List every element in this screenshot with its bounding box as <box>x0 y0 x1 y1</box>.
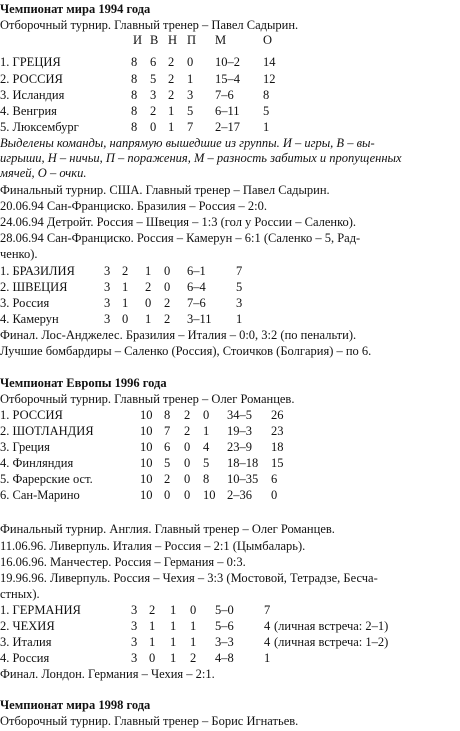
goals-cell: 4–8 <box>215 651 234 665</box>
table-header <box>0 33 460 48</box>
column-header: М <box>215 33 227 47</box>
games-cell: 8 <box>131 104 138 118</box>
losses-cell: 5 <box>187 104 194 118</box>
points-cell: 6 <box>271 472 278 486</box>
team-cell: 5. Люксембург <box>0 120 79 134</box>
losses-cell: 0 <box>190 603 197 617</box>
points-cell: 5 <box>263 104 270 118</box>
qualifier-intro: Отборочный турнир. Главный тренер – Павел Садырин. <box>0 18 299 32</box>
draws-cell: 2 <box>168 72 175 86</box>
section-title: Чемпионат мира 1998 года <box>0 698 151 712</box>
team-cell: 3. Италия <box>0 635 52 649</box>
goals-cell: 10–35 <box>227 472 259 486</box>
table-row <box>0 296 460 311</box>
note-cell: (личная встреча: 1–2) <box>274 635 389 649</box>
column-header: И <box>133 33 143 47</box>
points-cell: 4 <box>264 635 271 649</box>
goals-cell: 6–11 <box>215 104 240 118</box>
games-cell: 10 <box>140 440 153 454</box>
games-cell: 10 <box>140 456 153 470</box>
games-cell: 10 <box>140 472 153 486</box>
goals-cell: 18–18 <box>227 456 259 470</box>
losses-cell: 0 <box>187 55 194 69</box>
points-cell: 23 <box>271 424 284 438</box>
goals-cell: 6–4 <box>187 280 206 294</box>
team-cell: 3. Исландия <box>0 88 65 102</box>
column-header: Н <box>168 33 178 47</box>
losses-cell: 1 <box>190 635 197 649</box>
table-row <box>0 88 460 103</box>
games-cell: 3 <box>131 635 138 649</box>
team-cell: 1. ГРЕЦИЯ <box>0 55 61 69</box>
goals-cell: 7–6 <box>215 88 234 102</box>
games-cell: 8 <box>131 55 138 69</box>
games-cell: 8 <box>131 88 138 102</box>
points-cell: 7 <box>236 264 243 278</box>
games-cell: 8 <box>131 72 138 86</box>
team-cell: 2. ШОТЛАНДИЯ <box>0 424 94 438</box>
wins-cell: 6 <box>164 440 171 454</box>
match-line: стных). <box>0 587 40 601</box>
match-line: 24.06.94 Детройт. Россия – Швеция – 1:3 (гол у России – Саленко). <box>0 215 357 229</box>
section-title: Чемпионат мира 1994 года <box>0 2 151 16</box>
losses-cell: 1 <box>190 619 197 633</box>
points-cell: 1 <box>264 651 271 665</box>
wins-cell: 2 <box>150 104 157 118</box>
losses-cell: 4 <box>203 440 210 454</box>
losses-cell: 7 <box>187 120 194 134</box>
match-line: ченко). <box>0 247 38 261</box>
draws-cell: 1 <box>168 120 175 134</box>
wins-cell: 6 <box>150 55 157 69</box>
table-row <box>0 55 460 70</box>
points-cell: 18 <box>271 440 284 454</box>
goals-cell: 2–17 <box>215 120 240 134</box>
games-cell: 3 <box>131 619 138 633</box>
draws-cell: 0 <box>184 440 191 454</box>
losses-cell: 1 <box>187 72 194 86</box>
draws-cell: 0 <box>184 456 191 470</box>
team-cell: 4. Финляндия <box>0 456 74 470</box>
games-cell: 10 <box>140 424 153 438</box>
table-row <box>0 424 460 439</box>
points-cell: 1 <box>236 312 243 326</box>
losses-cell: 5 <box>203 456 210 470</box>
section-title: Чемпионат Европы 1996 года <box>0 376 167 390</box>
games-cell: 3 <box>131 603 138 617</box>
goals-cell: 2–36 <box>227 488 252 502</box>
team-cell: 2. РОССИЯ <box>0 72 63 86</box>
table-row <box>0 408 460 423</box>
losses-cell: 10 <box>203 488 216 502</box>
wins-cell: 1 <box>149 619 156 633</box>
draws-cell: 1 <box>145 264 152 278</box>
games-cell: 8 <box>131 120 138 134</box>
team-cell: 3. Греция <box>0 440 50 454</box>
losses-cell: 2 <box>190 651 197 665</box>
draws-cell: 2 <box>184 424 191 438</box>
goals-cell: 6–1 <box>187 264 206 278</box>
points-cell: 1 <box>263 120 270 134</box>
draws-cell: 2 <box>145 280 152 294</box>
team-cell: 1. РОССИЯ <box>0 408 63 422</box>
goals-cell: 5–6 <box>215 619 234 633</box>
points-cell: 4 <box>264 619 271 633</box>
losses-cell: 0 <box>203 408 210 422</box>
draws-cell: 1 <box>170 603 177 617</box>
wins-cell: 2 <box>164 472 171 486</box>
games-cell: 3 <box>104 280 111 294</box>
team-cell: 2. ШВЕЦИЯ <box>0 280 68 294</box>
column-header: В <box>150 33 159 47</box>
table-row <box>0 120 460 135</box>
wins-cell: 0 <box>149 651 156 665</box>
table-row <box>0 440 460 455</box>
wins-cell: 8 <box>164 408 171 422</box>
wins-cell: 0 <box>122 312 129 326</box>
goals-cell: 3–11 <box>187 312 212 326</box>
table-row <box>0 312 460 327</box>
top-scorers: Лучшие бомбардиры – Саленко (Россия), Стоичков (Болгария) – по 6. <box>0 344 372 358</box>
table-row <box>0 651 460 666</box>
goals-cell: 19–3 <box>227 424 252 438</box>
draws-cell: 0 <box>145 296 152 310</box>
match-line: 19.96.96. Ливерпуль. Россия – Чехия – 3:3 (Мостовой, Тетрадзе, Бесча- <box>0 571 378 585</box>
losses-cell: 0 <box>164 264 171 278</box>
games-cell: 3 <box>131 651 138 665</box>
points-cell: 8 <box>263 88 270 102</box>
team-cell: 2. ЧЕХИЯ <box>0 619 55 633</box>
points-cell: 3 <box>236 296 243 310</box>
points-cell: 15 <box>271 456 284 470</box>
table-row <box>0 603 460 618</box>
final-intro: Финальный турнир. США. Главный тренер – Павел Садырин. <box>0 183 330 197</box>
draws-cell: 1 <box>170 619 177 633</box>
wins-cell: 0 <box>150 120 157 134</box>
qualifier-intro: Отборочный турнир. Главный тренер – Олег Романцев. <box>0 392 295 406</box>
draws-cell: 2 <box>168 55 175 69</box>
match-line: 16.06.96. Манчестер. Россия – Германия – 0:3. <box>0 555 246 569</box>
team-cell: 3. Россия <box>0 296 50 310</box>
draws-cell: 2 <box>168 88 175 102</box>
team-cell: 1. ГЕРМАНИЯ <box>0 603 81 617</box>
legend-note: игрыши, Н – ничьи, П – поражения, М – разность забитых и пропущенных <box>0 151 402 165</box>
games-cell: 10 <box>140 408 153 422</box>
losses-cell: 2 <box>164 312 171 326</box>
games-cell: 3 <box>104 296 111 310</box>
goals-cell: 5–0 <box>215 603 234 617</box>
match-line: 28.06.94 Сан-Франциско. Россия – Камерун – 6:1 (Саленко – 5, Рад- <box>0 231 361 245</box>
points-cell: 7 <box>264 603 271 617</box>
qualifier-intro: Отборочный турнир. Главный тренер – Борис Игнатьев. <box>0 714 299 728</box>
games-cell: 3 <box>104 312 111 326</box>
wins-cell: 2 <box>149 603 156 617</box>
games-cell: 10 <box>140 488 153 502</box>
match-line: 20.06.94 Сан-Франциско. Бразилия – Россия – 2:0. <box>0 199 267 213</box>
draws-cell: 1 <box>170 651 177 665</box>
table-row <box>0 280 460 295</box>
points-cell: 12 <box>263 72 276 86</box>
points-cell: 5 <box>236 280 243 294</box>
match-line: 11.06.96. Ливерпуль. Италия – Россия – 2:1 (Цымбаларь). <box>0 539 306 553</box>
losses-cell: 2 <box>164 296 171 310</box>
legend-note: Выделены команды, напрямую вышедшие из группы. И – игры, В – вы- <box>0 136 375 150</box>
wins-cell: 3 <box>150 88 157 102</box>
table-row <box>0 635 460 650</box>
team-cell: 4. Россия <box>0 651 50 665</box>
draws-cell: 0 <box>184 488 191 502</box>
table-row <box>0 264 460 279</box>
draws-cell: 1 <box>168 104 175 118</box>
losses-cell: 1 <box>203 424 210 438</box>
wins-cell: 5 <box>150 72 157 86</box>
table-row <box>0 488 460 503</box>
note-cell: (личная встреча: 2–1) <box>274 619 389 633</box>
team-cell: 5. Фарерские ост. <box>0 472 93 486</box>
final-intro: Финальный турнир. Англия. Главный тренер – Олег Романцев. <box>0 522 335 536</box>
draws-cell: 2 <box>184 408 191 422</box>
table-row <box>0 456 460 471</box>
wins-cell: 2 <box>122 264 129 278</box>
team-cell: 4. Камерун <box>0 312 59 326</box>
losses-cell: 8 <box>203 472 210 486</box>
legend-note: мячей, О – очки. <box>0 166 87 180</box>
goals-cell: 34–5 <box>227 408 252 422</box>
final-result: Финал. Лос-Анджелес. Бразилия – Италия – 0:0, 3:2 (по пенальти). <box>0 328 357 342</box>
goals-cell: 7–6 <box>187 296 206 310</box>
team-cell: 6. Сан-Марино <box>0 488 80 502</box>
table-row <box>0 472 460 487</box>
points-cell: 14 <box>263 55 276 69</box>
final-result: Финал. Лондон. Германия – Чехия – 2:1. <box>0 667 215 681</box>
points-cell: 26 <box>271 408 284 422</box>
table-row <box>0 104 460 119</box>
wins-cell: 1 <box>149 635 156 649</box>
wins-cell: 1 <box>122 296 129 310</box>
goals-cell: 3–3 <box>215 635 234 649</box>
losses-cell: 3 <box>187 88 194 102</box>
goals-cell: 15–4 <box>215 72 240 86</box>
team-cell: 1. БРАЗИЛИЯ <box>0 264 75 278</box>
draws-cell: 0 <box>184 472 191 486</box>
draws-cell: 1 <box>145 312 152 326</box>
wins-cell: 7 <box>164 424 171 438</box>
wins-cell: 1 <box>122 280 129 294</box>
goals-cell: 10–2 <box>215 55 240 69</box>
table-row <box>0 72 460 87</box>
column-header: О <box>263 33 273 47</box>
goals-cell: 23–9 <box>227 440 252 454</box>
games-cell: 3 <box>104 264 111 278</box>
table-row <box>0 619 460 634</box>
losses-cell: 0 <box>164 280 171 294</box>
wins-cell: 5 <box>164 456 171 470</box>
draws-cell: 1 <box>170 635 177 649</box>
team-cell: 4. Венгрия <box>0 104 57 118</box>
column-header: П <box>187 33 197 47</box>
wins-cell: 0 <box>164 488 171 502</box>
points-cell: 0 <box>271 488 278 502</box>
